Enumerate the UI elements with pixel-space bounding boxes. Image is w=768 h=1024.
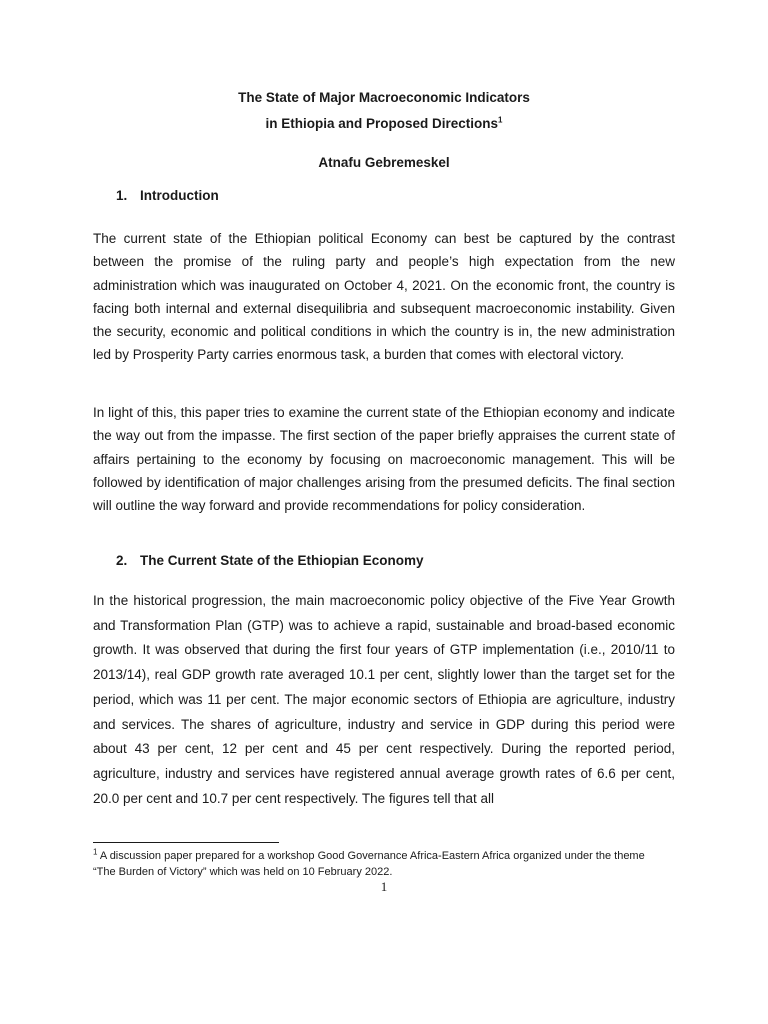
document-title-line-2 bbox=[0, 116, 768, 131]
footnote-separator bbox=[93, 842, 279, 843]
paragraph-introduction-1: The current state of the Ethiopian political Economy can best be captured by the contrast between the promise of the ruling party and people’s high expectation from the new administration which was inaugurated on October 4, 2021. On the economic front, the country is facing both internal and external disequilibria and subsequent macroeconomic instability. Given the security, economic and political conditions in which the country is in, the new administration led by Prosperity Party carries enormous task, a burden that comes with electoral victory. bbox=[93, 231, 675, 363]
footnote-marker: 1 bbox=[93, 847, 98, 857]
author-name: Atnafu Gebremeskel bbox=[318, 155, 450, 170]
footnote bbox=[93, 849, 668, 880]
paragraph-current-state-1: In the historical progression, the main macroeconomic policy objective of the Five Year Growth and Transformation Plan (GTP) was to achieve a rapid, sustainable and broad-based economic growth. It was observed that during the first four years of GTP implementation (i.e., 2010/11 to 2013/14), real GDP growth rate averaged 10.1 per cent, slightly lower than the target set for the period, which was 11 per cent. The major economic sectors of Ethiopia are agriculture, industry and services. The shares of agriculture, industry and service in GDP during this period were about 43 per cent, 12 per cent and 45 per cent respectively. During the reported period, agriculture, industry and services have registered annual average growth rates of 6.6 per cent, 20.0 per cent and 10.7 per cent respectively. The figures tell that all bbox=[93, 593, 675, 806]
document-title-line-2-text: in Ethiopia and Proposed Directions bbox=[265, 116, 499, 131]
section-heading-introduction bbox=[116, 188, 219, 203]
document-title-line-1: The State of Major Macroeconomic Indicators bbox=[238, 90, 530, 105]
section-title: Introduction bbox=[140, 188, 219, 203]
section-number: 2. bbox=[116, 553, 128, 568]
section-title: The Current State of the Ethiopian Economy bbox=[140, 553, 424, 568]
footnote-reference-marker[interactable]: 1 bbox=[498, 115, 503, 125]
page-number: 1 bbox=[380, 879, 388, 894]
section-heading-current-state bbox=[116, 553, 424, 568]
section-number: 1. bbox=[116, 188, 128, 203]
paragraph-introduction-2: In light of this, this paper tries to examine the current state of the Ethiopian economy and indicate the way out from the impasse. The first section of the paper briefly appraises the current state of affairs pertaining to the economy by focusing on macroeconomic management. This will be followed by identification of major challenges arising from the presumed deficits. The final section will outline the way forward and provide recommendations for policy consideration. bbox=[93, 405, 675, 514]
footnote-text: A discussion paper prepared for a workshop Good Governance Africa-Eastern Africa organized under the theme “The Burden of Victory” which was held on 10 February 2022. bbox=[93, 850, 645, 878]
